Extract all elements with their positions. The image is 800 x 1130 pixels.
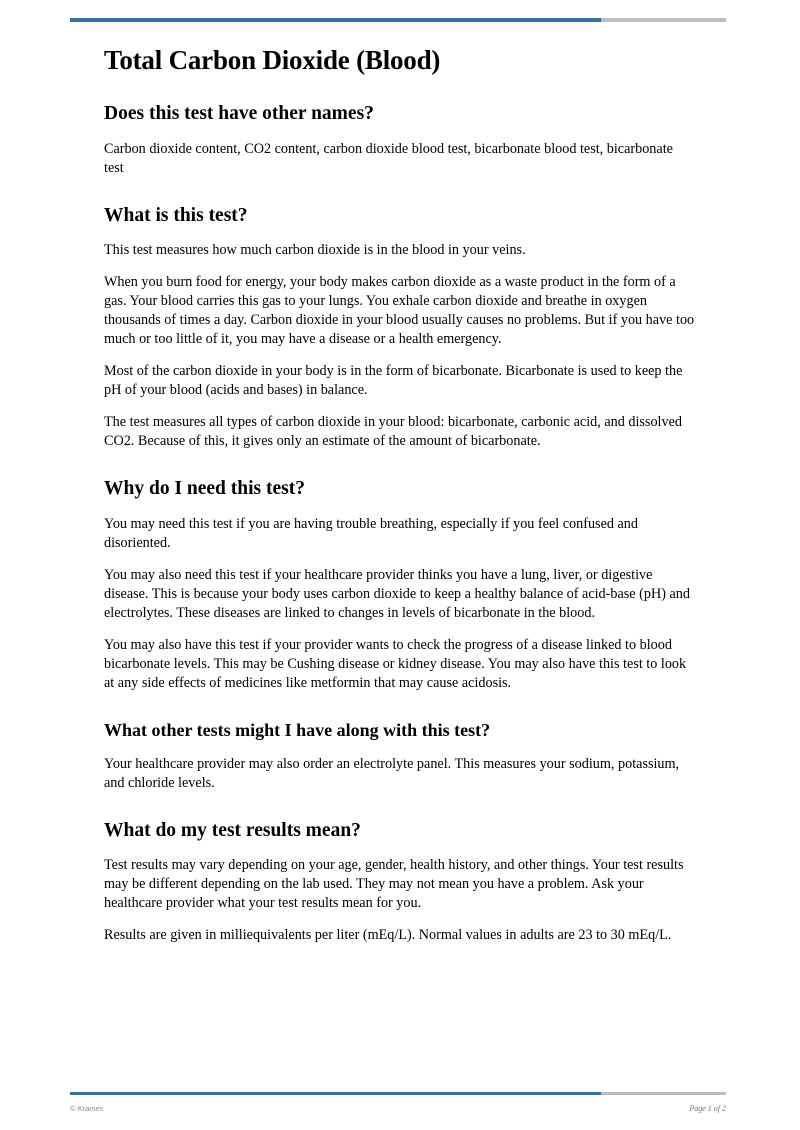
section-heading-other-tests: What other tests might I have along with this test?	[104, 720, 491, 741]
footer-divider	[70, 1092, 726, 1095]
paragraph: Carbon dioxide content, CO2 content, carbon dioxide blood test, bicarbonate blood test, bicarbonate test	[104, 140, 673, 176]
section-heading-other-names: Does this test have other names?	[104, 103, 374, 125]
section-heading-test-results: What do my test results mean?	[104, 819, 361, 841]
page-footer	[70, 1104, 726, 1113]
paragraph: You may also need this test if your healthcare provider thinks you have a lung, liver, or digestive disease. This is because your body uses carbon dioxide to keep a healthy balance of acid-base (pH) and electrolytes. These diseases are linked to changes in levels of bicarbonate in the blood.	[104, 566, 690, 621]
document-body	[104, 44, 696, 945]
footer-divider-gray-segment	[601, 1092, 726, 1095]
header-divider-gray-segment	[601, 18, 726, 22]
paragraph: Most of the carbon dioxide in your body is in the form of bicarbonate. Bicarbonate is used to keep the pH of your blood (acids and bases) in balance.	[104, 363, 683, 399]
copyright-notice: © Krames	[70, 1104, 104, 1113]
paragraph: You may need this test if you are having trouble breathing, especially if you feel confused and disoriented.	[104, 515, 638, 551]
page-number: Page 1 of 2	[689, 1104, 726, 1113]
paragraph: This test measures how much carbon dioxide is in the blood in your veins.	[104, 242, 526, 259]
paragraph: You may also have this test if your provider wants to check the progress of a disease linked to blood bicarbonate levels. This may be Cushing disease or kidney disease. You may also have this test to look at any side effects of medicines like metformin that may cause acidosis.	[104, 637, 687, 692]
paragraph: The test measures all types of carbon dioxide in your blood: bicarbonate, carbonic acid, and dissolved CO2. Because of this, it gives only an estimate of the amount of bicarbonate.	[104, 414, 682, 450]
section-heading-why-do-i-need-this-test: Why do I need this test?	[104, 478, 305, 500]
paragraph: Your healthcare provider may also order an electrolyte panel. This measures your sodium, potassium, and chloride levels.	[104, 755, 680, 791]
header-divider-blue-segment	[70, 18, 601, 22]
footer-divider-blue-segment	[70, 1092, 601, 1095]
section-heading-what-is-this-test: What is this test?	[104, 204, 248, 226]
paragraph: Results are given in milliequivalents per liter (mEq/L). Normal values in adults are 23 to 30 mEq/L.	[104, 927, 672, 944]
paragraph: Test results may vary depending on your age, gender, health history, and other things. Your test results may be different depending on the lab used. They may not mean you have a problem. Ask your healthcare provider what your test results mean for you.	[104, 857, 684, 912]
paragraph: When you burn food for energy, your body makes carbon dioxide as a waste product in the form of a gas. Your blood carries this gas to your lungs. You exhale carbon dioxide and breathe in oxygen thousands of times a day. Carbon dioxide in your blood usually causes no problems. But if you have too much or too little of it, you may have a disease or a health emergency.	[104, 274, 695, 348]
header-divider	[70, 18, 726, 22]
page-title: Total Carbon Dioxide (Blood)	[104, 45, 441, 75]
